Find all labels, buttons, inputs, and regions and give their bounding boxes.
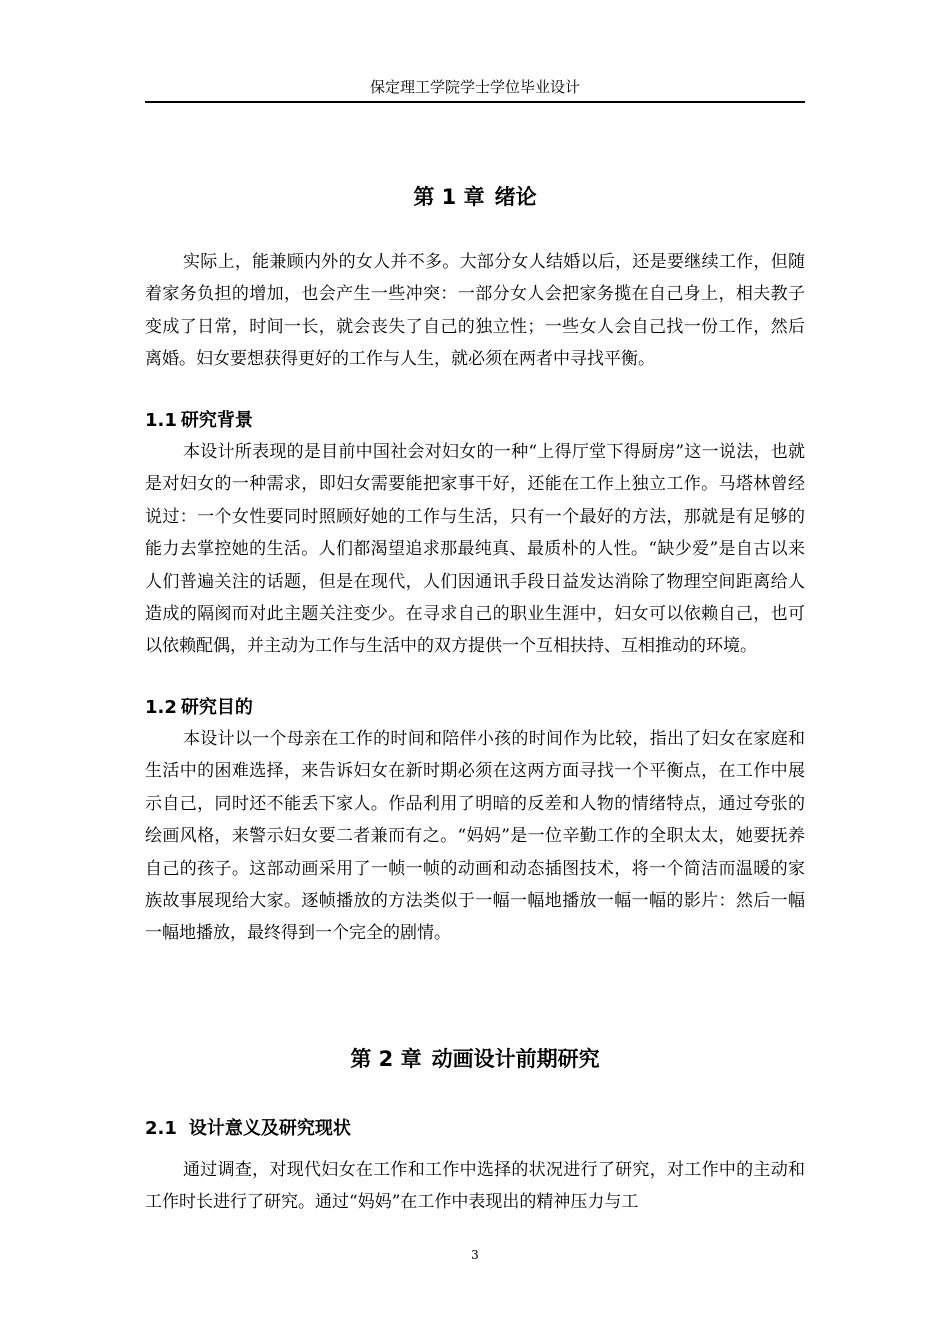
section-1-2-paragraph: 本设计以一个母亲在工作的时间和陪伴小孩的时间作为比较，指出了妇女在家庭和生活中的困难选择，来告诉妇女在新时期必须在这两方面寻找一个平衡点，在工作中展示自己，同时还不能丢下家人。作品利用了明暗的反差和人物的情绪特点，通过夸张的绘画风格，来警示妇女要二者兼而有之。“妈妈”是一位辛勤工作的全职太太，她要抚养自己的孩子。这部动画采用了一帧一帧的动画和动态插图技术，将一个简洁而温暖的家族故事展现给大家。逐帧播放的方法类似于一幅一幅地播放一幅一幅的影片：然后一幅一幅地播放，最终得到一个完全的剧情。: [145, 729, 805, 944]
section-1-1-heading: [145, 406, 805, 436]
chapter-2-number: 第 2 章: [350, 1047, 422, 1071]
chapter-1-number: 第 1 章: [413, 185, 485, 209]
section-1-1-paragraph: 本设计所表现的是目前中国社会对妇女的一种“上得厅堂下得厨房”这一说法，也就是对妇女的一种需求，即妇女需要能把家事干好，还能在工作上独立工作。马塔林曾经说过：一个女性要同时照顾好她的工作与生活，只有一个最好的方法，那就是有足够的能力去掌控她的生活。人们都渴望追求那最纯真、最质朴的人性。“缺少爱”是自古以来人们普遍关注的话题，但是在现代，人们因通讯手段日益发达消除了物理空间距离给人造成的隔阂而对此主题关注变少。在寻求自己的职业生涯中，妇女可以依赖自己，也可以依赖配偶，并主动为工作与生活中的双方提供一个互相扶持、互相推动的环境。: [145, 442, 805, 657]
page-header: 保定理工学院学士学位毕业设计: [369, 78, 580, 96]
section-2-1-title: 设计意义及研究现状: [188, 1118, 351, 1139]
section-2-1-heading: [145, 1114, 805, 1144]
section-1-2-heading: [145, 693, 805, 723]
chapter-2-title: [145, 1044, 805, 1074]
section-1-2-number: 1.2: [145, 697, 177, 718]
section-1-1-title: 研究背景: [180, 410, 253, 431]
section-2-1-paragraph: 通过调查，对现代妇女在工作和工作中选择的状况进行了研究，对工作中的主动和工作时长进行了研究。通过“妈妈”在工作中表现出的精神压力与工: [145, 1160, 805, 1213]
chapter-1-title: [145, 182, 805, 212]
chapter-1-title-text: 绪论: [494, 185, 537, 209]
section-1-2-title: 研究目的: [180, 697, 253, 718]
section-2-1-number: 2.1: [145, 1118, 177, 1139]
chapter-2-title-text: 动画设计前期研究: [431, 1047, 600, 1071]
section-1-1-number: 1.1: [145, 410, 177, 431]
page-number: 3: [471, 1248, 479, 1262]
chapter-1-intro-paragraph: 实际上，能兼顾内外的女人并不多。大部分女人结婚以后，还是要继续工作，但随着家务负担的增加，也会产生一些冲突：一部分女人会把家务揽在自己身上，相夫教子变成了日常，时间一长，就会丧失了自己的独立性；一些女人会自己找一份工作，然后离婚。妇女要想获得更好的工作与人生，就必须在两者中寻找平衡。: [145, 252, 805, 370]
header-rule: [145, 101, 805, 103]
